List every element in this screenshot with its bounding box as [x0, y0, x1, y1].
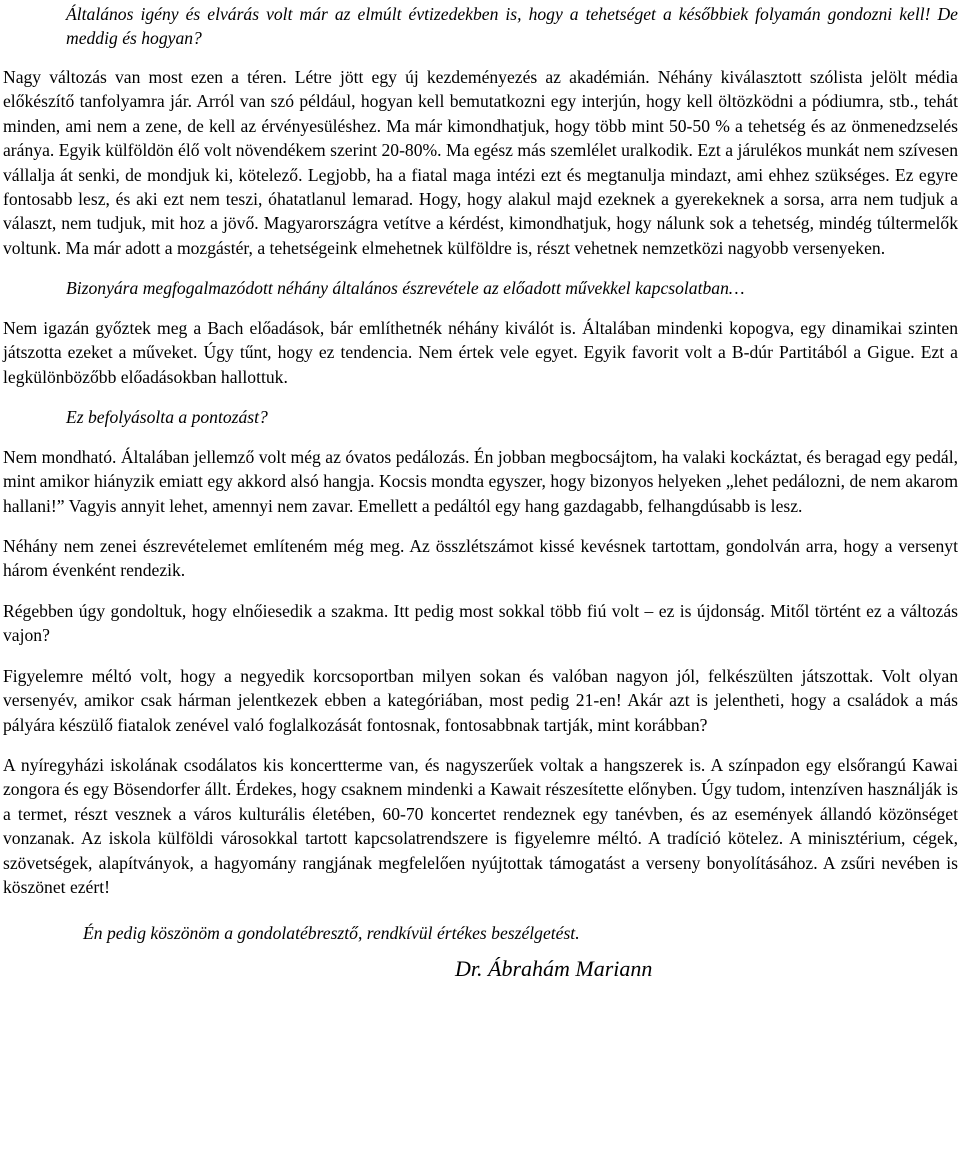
question-3: Ez befolyásolta a pontozást?: [66, 407, 268, 427]
intro-question: Általános igény és elvárás volt már az elmúlt évtizedekben is, hogy a tehetséget a későbbiek folyamán gondozni kell! De meddig és hogyan?: [66, 4, 958, 49]
closing-remark: Én pedig köszönöm a gondolatébresztő, rendkívül értékes beszélgetést.: [83, 923, 580, 943]
question-2: Bizonyára megfogalmazódott néhány általános észrevétele az előadott művekkel kapcsolatban…: [66, 278, 745, 298]
paragraph-3: Nem mondható. Általában jellemző volt még az óvatos pedálozás. Én jobban megbocsájtom, ha valaki kockáztat, és beragad egy pedál, mint amikor hiányzik emiatt egy akkord alsó hangja. Kocsis mondta egyszer, hogy bizonyos helyeken „lehet pedálozni, de nem akarom hallani!” Vagyis annyit lehet, amennyi nem zavar. Emellett a pedáltól egy hang gazdagabb, felhangdúsabb is lesz.: [3, 447, 958, 516]
paragraph-4: Néhány nem zenei észrevételemet említeném még meg. Az összlétszámot kissé kevésnek tartottam, gondolván arra, hogy a versenyt három évenként rendezik.: [3, 536, 958, 581]
paragraph-5: Régebben úgy gondoltuk, hogy elnőiesedik a szakma. Itt pedig most sokkal több fiú volt – ez is újdonság. Mitől történt ez a változás vajon?: [3, 601, 958, 646]
signature: Dr. Ábrahám Mariann: [455, 956, 653, 981]
paragraph-7: A nyíregyházi iskolának csodálatos kis koncertterme van, és nagyszerűek voltak a hangszerek is. A színpadon egy elsőrangú Kawai zongora és egy Bösendorfer állt. Érdekes, hogy csaknem mindenki a Kawait részesítette előnyben. Úgy tudom, intenzíven használják is a termet, részt vesznek a város kulturális életében, 60-70 koncertet rendeznek egy tanévben, és az események állandó közönséget vonzanak. Az iskola külföldi városokkal tartott kapcsolatrendszere is figyelemre méltó. A tradíció kötelez. A minisztérium, cégek, szövetségek, alapítványok, a hagyomány rangjának megfelelően nyújtottak támogatást a verseny bonyolításához. A zsűri nevében is köszönet ezért!: [3, 755, 958, 898]
paragraph-1: Nagy változás van most ezen a téren. Létre jött egy új kezdeményezés az akadémián. Néhány kiválasztott szólista jelölt média előkészítő tanfolyamra jár. Arról van szó például, hogyan kell bemutatkozni egy interjún, hogy kell öltözködni a pódiumra, stb., tehát minden, ami nem a zene, de kell az érvényesüléshez. Ma már kimondhatjuk, hogy több mint 50-50 % a tehetség és az önmenedzselés aránya. Egyik külföldön élő volt növendékem szerint 20-80%. Ma egész más szemlélet uralkodik. Ezt a járulékos munkát nem szívesen vállalja át senki, de mondjuk ki, kötelező. Legjobb, ha a fiatal maga intézi ezt és megtanulja mindazt, ami ehhez szükséges. Ez egyre fontosabb lesz, és aki ezt nem teszi, óhatatlanul lemarad. Hogy, hogy alakul majd ezeknek a gyerekeknek a sorsa, arra nem tudjuk a választ, nem tudjuk, mit hoz a jövő. Magyarországra vetítve a kérdést, kimondhatjuk, hogy nálunk sok a tehetség, mindég túltermelők voltunk. Ma már adott a mozgástér, a tehetségeink elmehetnek külföldre is, részt vehetnek nemzetközi nagyobb versenyeken.: [3, 67, 958, 258]
paragraph-6: Figyelemre méltó volt, hogy a negyedik korcsoportban milyen sokan és valóban nagyon jól, felkészülten játszottak. Volt olyan versenyév, amikor csak hárman jelentkezek ebben a kategóriában, most pedig 21-en! Akár azt is jelentheti, hogy a családok a más pályára készülő fiatalok zenével való foglalkozását fontosnak, fontosabbnak tartják, mint korábban?: [3, 666, 958, 735]
paragraph-2: Nem igazán győztek meg a Bach előadások, bár említhetnék néhány kiválót is. Általában mindenki kopogva, egy dinamikai szinten játszotta ezeket a műveket. Úgy tűnt, hogy ez tendencia. Nem értek vele egyet. Egyik favorit volt a B-dúr Partitából a Gigue. Ezt a legkülönbözőbb előadásokban hallottuk.: [3, 318, 958, 387]
